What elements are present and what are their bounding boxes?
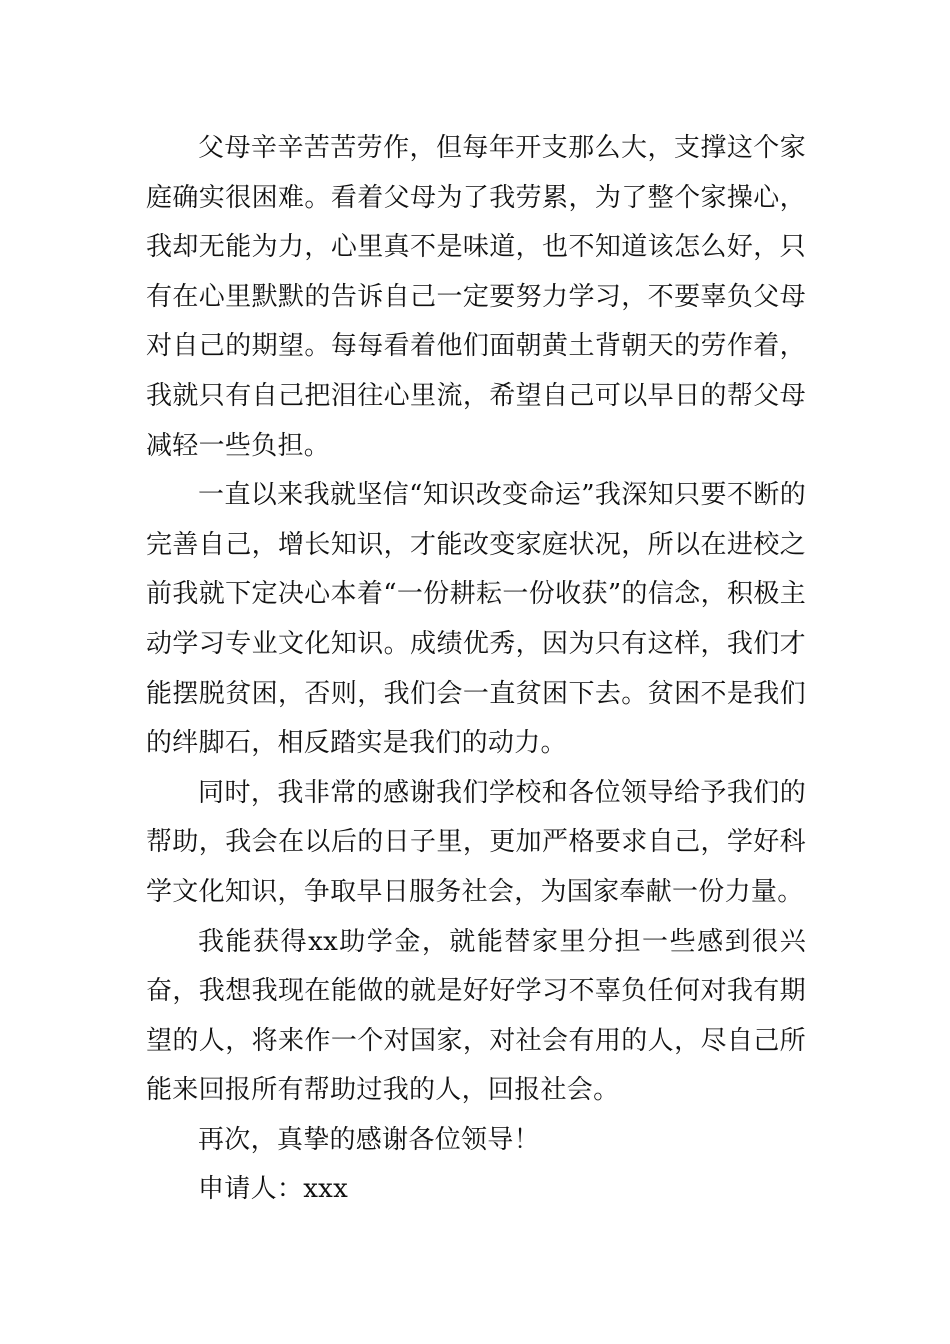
paragraph-knowledge-changes-fate: 一直以来我就坚信“知识改变命运”我深知只要不断的完善自己，增长知识，才能改变家庭状况，所以在进校之前我就下定决心本着“一份耕耘一份收获”的信念，积极主动学习专业文化知识。成绩优秀，因为只有这样，我们才能摆脱贫困，否则，我们会一直贫困下去。贫困不是我们的绊脚石，相反踏实是我们的动力。 xyxy=(146,480,806,759)
paragraph-family-hardship: 父母辛辛苦苦劳作，但每年开支那么大，支撑这个家庭确实很困难。看着父母为了我劳累，为了整个家操心，我却无能为力，心里真不是味道，也不知道该怎么好，只有在心里默默的告诉自己一定要努力学习，不要辜负父母对自己的期望。每每看着他们面朝黄土背朝天的劳作着，我就只有自己把泪往心里流，希望自己可以早日的帮父母减轻一些负担。 xyxy=(146,133,806,461)
paragraph-gratitude-school: 同时，我非常的感谢我们学校和各位领导给予我们的帮助，我会在以后的日子里，更加严格要求自己，学好科学文化知识，争取早日服务社会，为国家奉献一份力量。 xyxy=(146,777,806,907)
applicant-signature: 申请人：xxx xyxy=(198,1174,349,1205)
document-body xyxy=(146,124,806,1215)
paragraph-thanks-closing: 再次，真挚的感谢各位领导！ xyxy=(198,1124,540,1155)
paragraph-scholarship: 我能获得xx助学金，就能替家里分担一些感到很兴奋，我想我现在能做的就是好好学习不辜负任何对我有期望的人，将来作一个对国家，对社会有用的人，尽自己所能来回报所有帮助过我的人，回报社会。 xyxy=(146,926,806,1106)
